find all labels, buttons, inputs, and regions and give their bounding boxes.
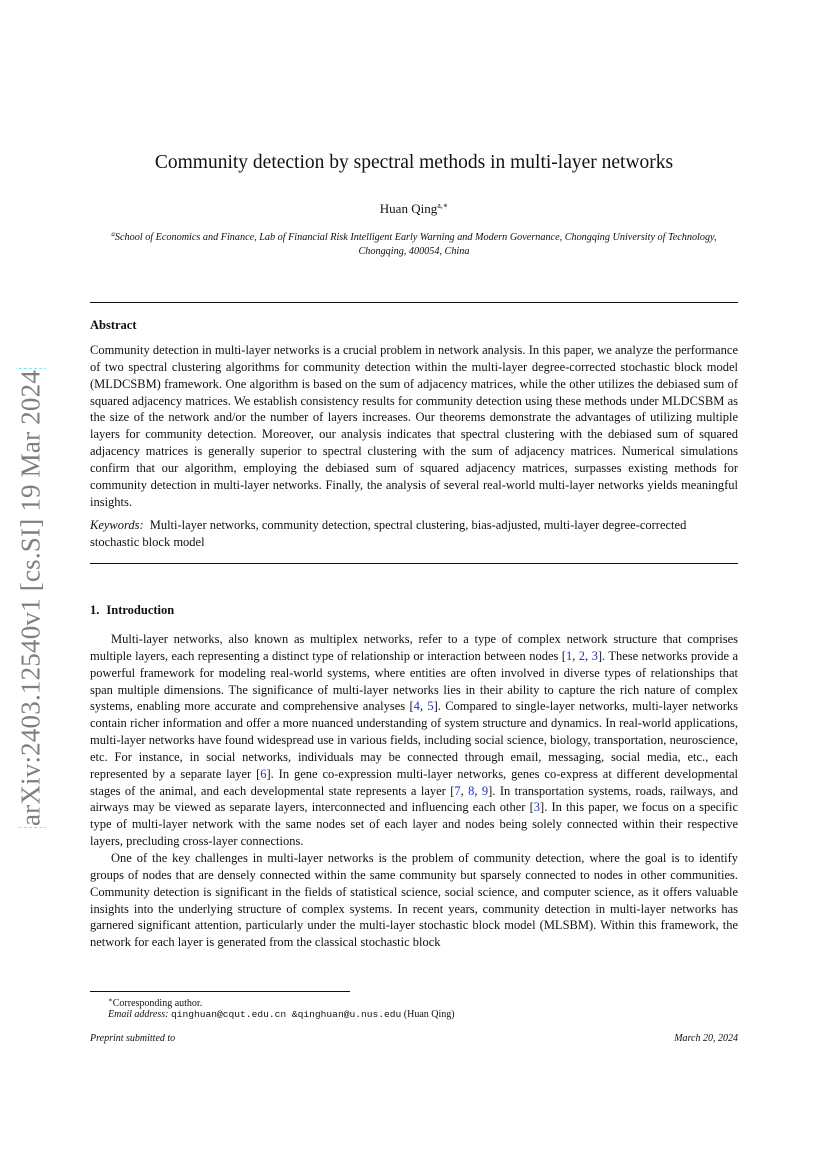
paragraph-text: , <box>419 699 428 714</box>
email-link-1[interactable]: qinghuan@cqut.edu.cn <box>170 1009 287 1020</box>
paragraph-text: One of the key challenges in multi-layer networks is the problem of community detection, where the goal is to identify groups of nodes that are densely connected within the same community but sparsely connected to nodes in other communities. Community detection is significant in the fields of statistical science, social science, and computer science, as it offers valuable insights into the underlying structure of complex systems. In recent years, community detection in multi-layer networks has garnered significant attention, particularly under the multi-layer stochastic block model (MLSBM). Within this framework, the network for each layer is generated from the classical stochastic block <box>90 850 738 950</box>
citation-link[interactable]: 1 <box>565 648 573 663</box>
paragraph-text: , <box>572 648 579 663</box>
citation-link[interactable]: 5 <box>427 699 434 714</box>
corresponding-mark: ∗ <box>108 996 113 1004</box>
paragraph-text: ]. These networks provide a powerful framework for modeling real-world systems, where entities are often involved in diverse types of relationships that span multiple dimensions. The significance of multi-layer networks lies in their ability to capture the rich nature of complex systems, enabling more accurate and comprehensive analyses [ <box>90 648 739 714</box>
footnote-rule <box>90 991 350 992</box>
paper-title: Community detection by spectral methods in multi-layer networks <box>154 152 674 173</box>
arxiv-sidebar <box>16 342 46 854</box>
citation-link[interactable]: 9 <box>481 783 489 798</box>
abstract-bottom-rule <box>90 563 738 564</box>
citation-link[interactable]: 3 <box>591 648 598 663</box>
affiliation <box>110 227 718 259</box>
introduction-body <box>90 631 738 951</box>
keywords-text: Multi-layer networks, community detection, spectral clustering, bias-adjusted, multi-layer degree-corrected stochastic block model <box>90 518 687 549</box>
citation-link[interactable]: 6 <box>260 766 267 781</box>
citation-link[interactable]: 8 <box>468 783 475 798</box>
paragraph-text: , <box>585 648 592 663</box>
intro-paragraph-1 <box>90 631 738 850</box>
paragraph-text: Multi-layer networks, also known as multiplex networks, refer to a type of complex network structure that comprises multiple layers, each representing a distinct type of relationship or interaction between nodes [ <box>90 632 738 663</box>
affiliation-text: School of Economics and Finance, Lab of Financial Risk Intelligent Early Warning and Modern Governance, Chongqing University of Technology, Chongqing, 400054, China <box>114 232 717 257</box>
email-owner: (Huan Qing) <box>403 1009 455 1020</box>
author-marks: a,∗ <box>437 201 449 210</box>
section-heading <box>90 602 174 618</box>
abstract-top-rule <box>90 302 738 303</box>
footer-left: Preprint submitted to <box>90 1033 176 1044</box>
author-line <box>90 198 738 217</box>
arxiv-stamp-link[interactable]: arXiv:2403.12540v1 [cs.SI] 19 Mar 2024 <box>16 369 46 827</box>
citation-link[interactable]: 7 <box>454 783 461 798</box>
citation-link[interactable]: 3 <box>533 800 541 815</box>
section-title: Introduction <box>106 603 175 617</box>
footnote-email <box>90 1008 738 1021</box>
abstract-heading: Abstract <box>90 318 137 332</box>
paragraph-text: , <box>460 783 469 798</box>
paragraph-text: , <box>474 783 482 798</box>
email-label: Email address: <box>108 1009 169 1020</box>
citation-link[interactable]: 2 <box>578 648 586 663</box>
affiliation-mark: a <box>111 230 115 238</box>
paragraph-text: ]. Compared to single-layer networks, multi-layer networks contain richer information and offer a more nuanced understanding of system structure and dynamics. In real-world applications, multi-layer networks have found widespread use in various fields, including social science, biology, transportation, neuroscience, etc. For instance, in social networks, individuals may be connected through email, messaging, social media, etc., each represented by a separate layer [ <box>90 699 738 781</box>
intro-paragraph-2 <box>90 850 738 951</box>
paragraph-text: ]. In this paper, we focus on a specific type of multi-layer network with the same nodes set of each layer and nodes being solely connected within their respective layers, precluding cross-layer connections. <box>90 800 738 849</box>
keywords <box>90 517 738 551</box>
citation-link[interactable]: 4 <box>413 699 420 714</box>
abstract-text: Community detection in multi-layer networks is a crucial problem in network analysis. In this paper, we analyze the performance of two spectral clustering algorithms for community detection within the multi-layer degree-corrected stochastic block model (MLDCSBM) framework. One algorithm is based on the sum of adjacency matrices, while the other utilizes the debiased sum of squared adjacency matrices. We establish consistency results for community detection using these methods under MLDCSBM as the size of the network and/or the number of layers increases. Our theorems demonstrate the advantages of utilizing multiple layers for community detection. Moreover, our analysis indicates that spectral clustering with the debiased sum of squared adjacency matrices is generally superior to spectral clustering with the sum of adjacency matrices. Numerical simulations confirm that our algorithm, employing the debiased sum of squared adjacency matrices, surpasses existing methods for community detection in multi-layer networks. Finally, the analysis of several real-world multi-layer networks yields meaningful insights. <box>90 343 738 509</box>
paragraph-text: ]. In transportation systems, roads, railways, and airways may be viewed as separate layers, interconnected and influencing each other [ <box>90 783 739 815</box>
section-number: 1. <box>90 603 100 617</box>
corresponding-text: Corresponding author. <box>112 998 203 1009</box>
paragraph-text: ]. In gene co-expression multi-layer networks, genes co-express at different developmental stages of the animal, and each developmental state represents a layer [ <box>90 766 738 798</box>
arxiv-stamp <box>16 370 46 826</box>
keywords-label: Keywords: <box>90 518 144 532</box>
email-link-2[interactable]: qinghuan@u.nus.edu <box>297 1009 402 1020</box>
footer-date: March 20, 2024 <box>674 1033 738 1044</box>
author-name: Huan Qing <box>379 201 438 216</box>
email-separator: & <box>286 1009 298 1020</box>
